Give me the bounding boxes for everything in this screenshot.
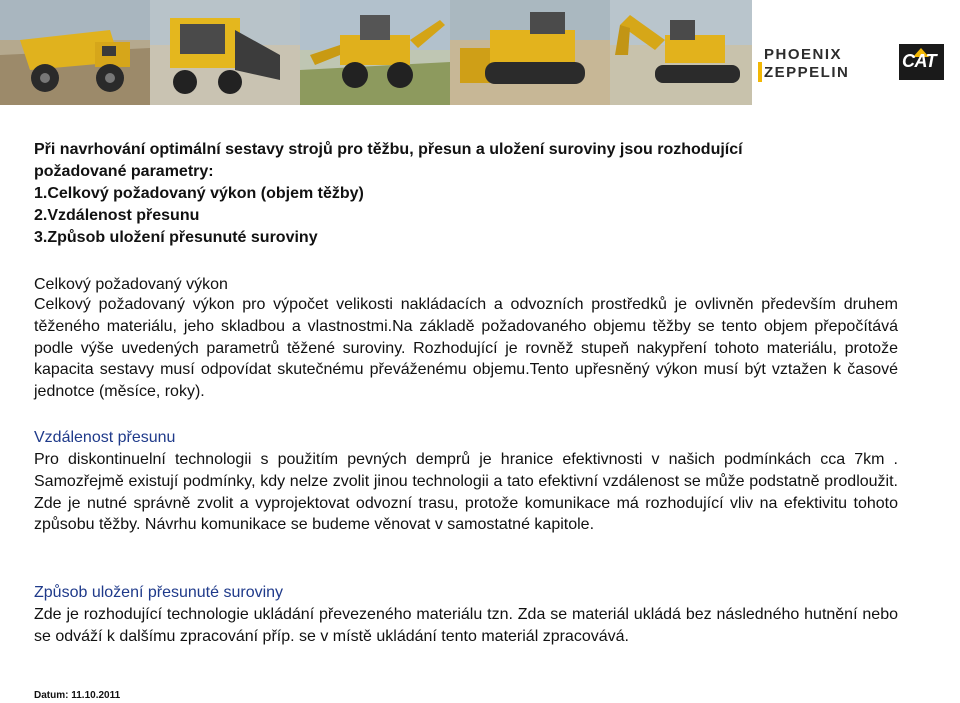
intro-item-1: 1.Celkový požadovaný výkon (objem těžby) (34, 185, 364, 202)
dump-truck-photo (0, 0, 150, 105)
logo-accent-bar (758, 62, 762, 82)
intro-line-2: požadované parametry: (34, 163, 214, 180)
intro-item-2: 2.Vzdálenost přesunu (34, 207, 200, 224)
excavator-photo (610, 0, 752, 105)
section-heading-vykon: Celkový požadovaný výkon (34, 276, 228, 293)
section-heading-ulozeni: Způsob uložení přesunuté suroviny (34, 584, 284, 601)
bulldozer-photo (450, 0, 610, 105)
footer-date: Datum: 11.10.2011 (34, 690, 121, 701)
section-body-ulozeni: Zde je rozhodující technologie ukládání převezeného materiálu tzn. Zda se materiál ukládá bez následného hutnění nebo se odváží k dalšímu zpracování příp. se v místě ukládání tento materiál zpracovává. (34, 606, 898, 645)
logo-area (752, 0, 960, 105)
cat-logo (899, 44, 944, 80)
backhoe-photo (300, 0, 450, 105)
cat-logo-text: CAT (902, 51, 937, 71)
section-heading-vzdalenost: Vzdálenost přesunu (34, 429, 176, 446)
intro-line-1: Při navrhování optimální sestavy strojů pro těžbu, přesun a uložení suroviny jsou rozhodující (34, 141, 743, 158)
logo-text-phoenix: PHOENIX (764, 46, 843, 63)
logo-text-zeppelin: ZEPPELIN (764, 64, 850, 81)
phoenix-zeppelin-logo (758, 44, 894, 84)
skid-steer-photo (150, 0, 300, 105)
header-banner (0, 0, 960, 105)
section-body-vykon: Celkový požadovaný výkon pro výpočet velikosti nakládacích a odvozních prostředků je ovlivněn především druhem těženého materiálu, jeho skladbou a vlastnostmi.Na základě požadovaného objemu těžby se tento objem přepočítává podle výše uvedených parametrů těžené suroviny. Rozhodující je rovněž stupeň nakypření tohoto materiálu, protože kapacita sestavy musí odpovídat skutečnému převáženému objemu.Tento upřesněný výkon musí být vztažen k časové jednotce (měsíce, roky). (34, 296, 898, 401)
section-body-vzdalenost: Pro diskontinuelní technologii s použitím pevných demprů je hranice efektivnosti v našich podmínkách cca 7km . Samozřejmě existují podmínky, kdy nelze zvolit jinou technologii a tato efektivní vzdálenost se může podstatně prodloužit. Zde je nutné správně zvolit a vyprojektovat odvozní trasu, protože komunikace má rozhodující vliv na efektivitu tohoto způsobu těžby. Návrhu komunikace se budeme věnovat v samostatné kapitole. (34, 451, 898, 534)
intro-item-3: 3.Způsob uložení přesunuté suroviny (34, 229, 318, 246)
